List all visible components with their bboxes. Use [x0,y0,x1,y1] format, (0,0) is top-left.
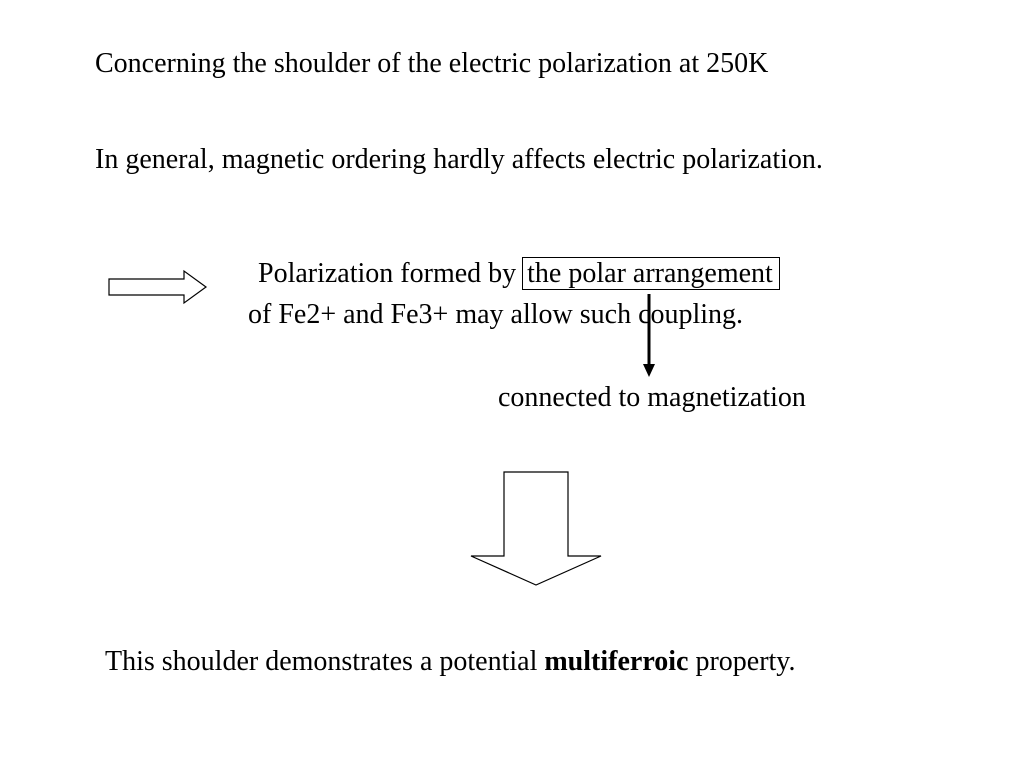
conclusion-text-end: property. [688,646,796,677]
slide-heading: Concerning the shoulder of the electric polarization at 250K [95,48,769,79]
down-pointer-arrow-icon [640,294,660,380]
polarization-text: Polarization formed by [258,258,524,289]
general-statement: In general, magnetic ordering hardly affects electric polarization. [95,144,823,175]
polar-arrangement-box: the polar arrangement [523,258,779,289]
conclusion-bold-term: multiferroic [544,646,689,677]
polarization-line-2: of Fe2+ and Fe3+ may allow such coupling. [248,299,744,330]
conclusion-text-start: This shoulder demonstrates a potential [105,646,545,677]
right-arrow-icon [105,268,211,306]
annotation-connected: connected to magnetization [498,382,806,413]
polarization-line-1 [258,257,779,291]
conclusion-statement [105,645,796,679]
large-down-arrow-icon [468,470,606,588]
